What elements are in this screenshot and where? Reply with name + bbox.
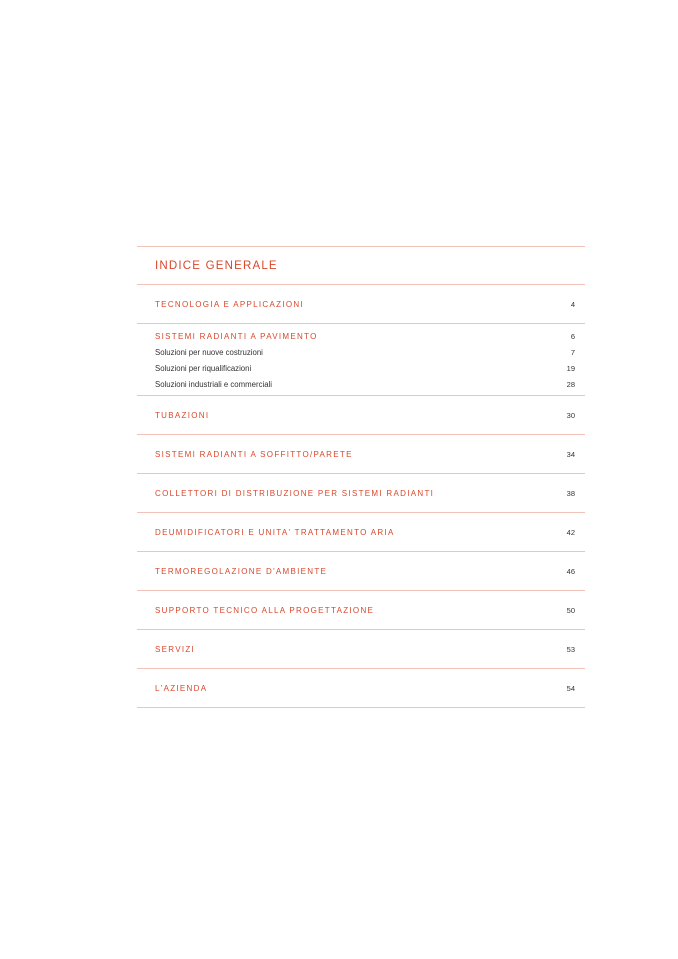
- toc-entry-servizi[interactable]: [137, 630, 585, 669]
- toc-subentry-label: Soluzioni industriali e commerciali: [155, 380, 272, 389]
- toc-entry-label: TECNOLOGIA E APPLICAZIONI: [155, 300, 304, 309]
- toc-entry-page: 6: [570, 332, 575, 341]
- toc-entry-tubazioni[interactable]: [137, 396, 585, 435]
- toc-entry-page: 42: [566, 528, 575, 537]
- toc-entry-label: SISTEMI RADIANTI A PAVIMENTO: [155, 332, 318, 341]
- toc-entry-label: L'AZIENDA: [155, 684, 208, 693]
- toc-entry-label: SISTEMI RADIANTI A SOFFITTO/PARETE: [155, 450, 353, 459]
- toc-entry-label: TUBAZIONI: [155, 411, 210, 420]
- toc-subentry-label: Soluzioni per nuove costruzioni: [155, 348, 263, 357]
- toc-entry-tecnologia[interactable]: [137, 285, 585, 324]
- toc-entry-page: 53: [566, 645, 575, 654]
- toc-entry-label: SERVIZI: [155, 645, 196, 654]
- toc-entry-page: 54: [566, 684, 575, 693]
- toc-subentry-riqualificazioni[interactable]: [155, 364, 575, 376]
- toc-entry-page: 46: [566, 567, 575, 576]
- toc-entry-label: DEUMIDIFICATORI E UNITA' TRATTAMENTO ARIA: [155, 528, 395, 537]
- toc-entry-label: SUPPORTO TECNICO ALLA PROGETTAZIONE: [155, 606, 375, 615]
- toc-subentry-nuove-costruzioni[interactable]: [155, 348, 575, 360]
- toc-title: INDICE GENERALE: [155, 260, 278, 272]
- toc-entry-azienda[interactable]: [137, 669, 585, 708]
- toc-entry-page: 38: [566, 489, 575, 498]
- toc-entry-label: COLLETTORI DI DISTRIBUZIONE PER SISTEMI RADIANTI: [155, 489, 435, 498]
- toc-entry-page: 30: [566, 411, 575, 420]
- toc-entry-sistemi-pavimento[interactable]: [137, 324, 585, 396]
- toc-entry-supporto-tecnico[interactable]: [137, 591, 585, 630]
- toc-entry-page: 34: [566, 450, 575, 459]
- toc-entry-soffitto-parete[interactable]: [137, 435, 585, 474]
- toc-entry-page: 50: [566, 606, 575, 615]
- toc-header: [137, 246, 585, 285]
- toc-subentry-industriali[interactable]: [155, 380, 575, 392]
- toc-subentry-page: 28: [566, 380, 575, 389]
- toc-subentry-label: Soluzioni per riqualificazioni: [155, 364, 252, 373]
- toc-subentry-page: 19: [566, 364, 575, 373]
- toc-entry-label: TERMOREGOLAZIONE D'AMBIENTE: [155, 567, 328, 576]
- toc-entry-page: 4: [570, 300, 575, 309]
- toc-entry-termoregolazione[interactable]: [137, 552, 585, 591]
- toc-entry-deumidificatori[interactable]: [137, 513, 585, 552]
- toc-entry-collettori[interactable]: [137, 474, 585, 513]
- table-of-contents: [137, 246, 585, 708]
- toc-subentry-page: 7: [570, 348, 575, 357]
